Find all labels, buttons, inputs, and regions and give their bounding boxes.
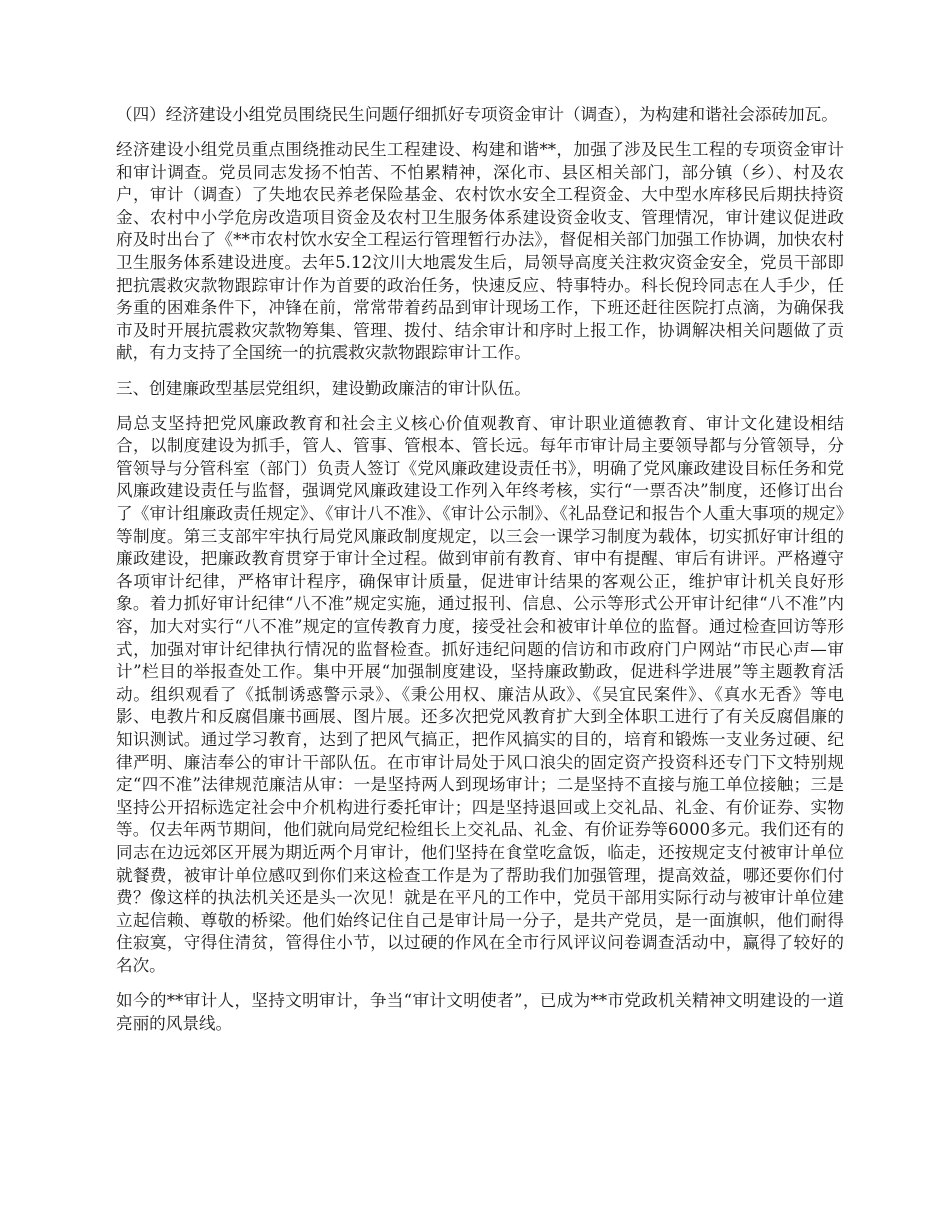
section-heading-four: （四）经济建设小组党员围绕民生问题仔细抓好专项资金审计（调查），为构建和谐社会添砖加瓦。 [116,105,838,124]
section-heading-three: 三、创建廉政型基层党组织，建设勤政廉洁的审计队伍。 [116,378,531,398]
document-body [116,104,844,1048]
paragraph-conclusion: 如今的**审计人，坚持文明审计，争当“审计文明使者”，已成为**市党政机关精神文明建设的一道亮丽的风景线。 [116,990,844,1033]
paragraph-integrity-building: 局总支坚持把党风廉政教育和社会主义核心价值观教育、审计职业道德教育、审计文化建设相结合，以制度建设为抓手，管人、管事、管根本、管长远。每年市审计局主要领导都与分管领导，分管领导与分管科室（部门）负责人签订《党风廉政建设责任书》，明确了党风廉政建设目标任务和党风廉政建设责任与监督，强调党风廉政建设工作列入年终考核，实行“一票否决”制度，还修订出台了《审计组廉政责任规定》、《审计八不准》、《审计公示制》、《礼品登记和报告个人重大事项的规定》等制度。第三支部牢牢执行局党风廉政制度规定，以三会一课学习制度为载体，切实抓好审计组的廉政建设，把廉政教育贯穿于审计全过程。做到审前有教育、审中有提醒、审后有讲评。严格遵守各项审计纪律，严格审计程序，确保审计质量，促进审计结果的客观公正，维护审计机关良好形象。着力抓好审计纪律“八不准”规定实施，通过报刊、信息、公示等形式公开审计纪律“八不准”内容，加大对实行“八不准”规定的宣传教育力度，接受社会和被审计单位的监督。通过检查回访等形式，加强对审计纪律执行情况的监督检查。抓好违纪问题的信访和市政府门户网站“市民心声—审计”栏目的举报查处工作。集中开展“加强制度建设，坚持廉政勤政，促进科学进展”等主题教育活动。组织观看了《抵制诱惑警示录》、《秉公用权、廉洁从政》、《吴宜民案件》、《真水无香》等电影、电教片和反腐倡廉书画展、图片展。还多次把党风教育扩大到全体职工进行了有关反腐倡廉的知识测试。通过学习教育，达到了把风气搞正，把作风搞实的目的，培育和锻炼一支业务过硬、纪律严明、廉洁奉公的审计干部队伍。在市审计局处于风口浪尖的固定资产投资科还专门下文特别规定“四不准”法律规范廉洁从审：一是坚持两人到现场审计；二是坚持不直接与施工单位接触；三是坚持公开招标选定社会中介机构进行委托审计；四是坚持退回或上交礼品、礼金、有价证券、实物等。仅去年两节期间，他们就向局党纪检组长上交礼品、礼金、有价证券等6000多元。我们还有的同志在边远郊区开展为期近两个月审计，他们坚持在食堂吃盒饭，临走，还按规定支付被审计单位就餐费，被审计单位感叹到你们来这检查工作是为了帮助我们加强管理，提高效益，哪还要你们付费？像这样的执法机关还是头一次见！就是在平凡的工作中，党员干部用实际行动与被审计单位建立起信赖、尊敬的桥梁。他们始终记住自己是审计局一分子，是共产党员，是一面旗帜，他们耐得住寂寞，守得住清贫，管得住小节，以过硬的作风在全市行风评议问卷调查活动中，赢得了较好的名次。 [116,413,844,975]
paragraph-economic-group: 经济建设小组党员重点围绕推动民生工程建设、构建和谐**，加强了涉及民生工程的专项资金审计和审计调查。党员同志发扬不怕苦、不怕累精神，深化市、县区相关部门，部分镇（乡）、村及农户，审计（调查）了失地农民养老保险基金、农村饮水安全工程资金、大中型水库移民后期扶持资金、农村中小学危房改造项目资金及农村卫生服务体系建设资金收支、管理情况，审计建议促进政府及时出台了《**市农村饮水安全工程运行管理暂行办法》，督促相关部门加强工作协调，加快农村卫生服务体系建设进度。去年5.12汶川大地震发生后，局领导高度关注救灾资金安全，党员干部即把抗震救灾款物跟踪审计作为首要的政治任务，快速反应、特事特办。科长倪玲同志在人手少，任务重的困难条件下，冲锋在前，常常带着药品到审计现场工作，下班还赶往医院打点滴，为确保我市及时开展抗震救灾款物筹集、管理、拨付、结余审计和序时上报工作，协调解决相关问题做了贡献，有力支持了全国统一的抗震救灾款物跟踪审计工作。 [116,140,844,363]
